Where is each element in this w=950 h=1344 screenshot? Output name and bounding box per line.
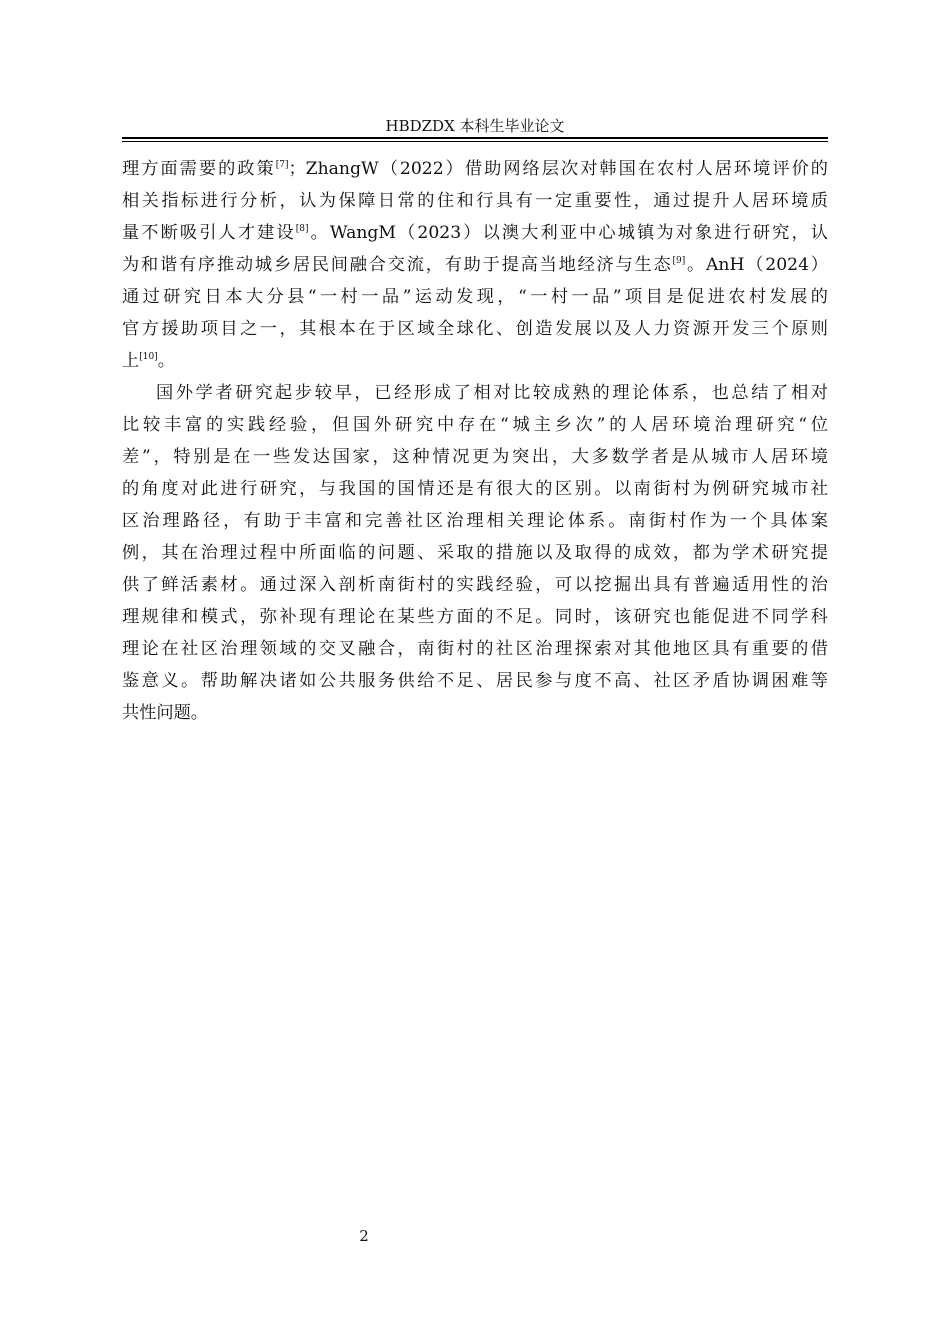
running-header: HBDZDX 本科生毕业论文 — [385, 117, 565, 135]
text-run: 通过研究日本大分县“一村一品”运动发现，“一村一品”项目是促进农村发展的 — [122, 287, 828, 307]
body-text — [122, 153, 828, 729]
text-line — [122, 281, 828, 313]
text-line: 鉴意义。帮助解决诸如公共服务供给不足、居民参与度不高、社区矛盾协调困难等 — [122, 671, 828, 691]
text-line: 共性问题。 — [122, 703, 208, 723]
text-line: 理规律和模式，弥补现有理论在某些方面的不足。同时，该研究也能促进不同学科 — [122, 607, 828, 627]
text-run: 上 — [122, 351, 140, 371]
text-line: 的角度对此进行研究，与我国的国情还是有很大的区别。以南街村为例研究城市社 — [122, 479, 828, 499]
text-line — [122, 249, 828, 281]
text-line — [122, 153, 828, 185]
text-line: 区治理路径，有助于丰富和完善社区治理相关理论体系。南街村作为一个具体案 — [122, 511, 828, 531]
text-line — [122, 313, 828, 345]
text-line: 国外学者研究起步较早，已经形成了相对比较成熟的理论体系，也总结了相对 — [156, 383, 828, 403]
text-run: 。 — [157, 351, 175, 371]
paragraph-2 — [122, 377, 828, 729]
text-line: 差”，特别是在一些发达国家，这种情况更为突出，大多数学者是从城市人居环境 — [122, 447, 828, 467]
citation-8: [8] — [295, 224, 309, 234]
text-run: 。WangM（2023）以澳大利亚中心城镇为对象进行研究，认 — [308, 223, 828, 243]
header-rule-thick — [122, 137, 828, 139]
text-line — [122, 345, 828, 377]
text-run: 相关指标进行分析，认为保障日常的住和行具有一定重要性，通过提升人居环境质 — [122, 191, 828, 211]
text-run: 为和谐有序推动城乡居民间融合交流，有助于提高当地经济与生态 — [122, 255, 673, 275]
text-run: 理方面需要的政策 — [122, 159, 276, 179]
text-line — [122, 185, 828, 217]
text-line: 比较丰富的实践经验，但国外研究中存在“城主乡次”的人居环境治理研究“位 — [122, 415, 828, 435]
citation-7: [7] — [275, 160, 289, 170]
text-line: 供了鲜活素材。通过深入剖析南街村的实践经验，可以挖掘出具有普遍适用性的治 — [122, 575, 828, 595]
text-line — [122, 217, 828, 249]
text-run: ；ZhangW（2022）借助网络层次对韩国在农村人居环境评价的 — [288, 159, 828, 179]
text-run: 官方援助项目之一，其根本在于区域全球化、创造发展以及人力资源开发三个原则 — [122, 319, 828, 339]
page-number: 2 — [359, 1227, 369, 1245]
text-run: 量不断吸引人才建设 — [122, 223, 296, 243]
text-line: 例，其在治理过程中所面临的问题、采取的措施以及取得的成效，都为学术研究提 — [122, 543, 828, 563]
header-rule-thin — [122, 141, 828, 142]
text-line: 理论在社区治理领域的交叉融合，南街村的社区治理探索对其他地区具有重要的借 — [122, 639, 828, 659]
citation-10: [10] — [139, 352, 158, 362]
text-run: 。AnH（2024） — [685, 255, 828, 275]
paragraph-1 — [122, 153, 828, 377]
citation-9: [9] — [672, 256, 686, 266]
